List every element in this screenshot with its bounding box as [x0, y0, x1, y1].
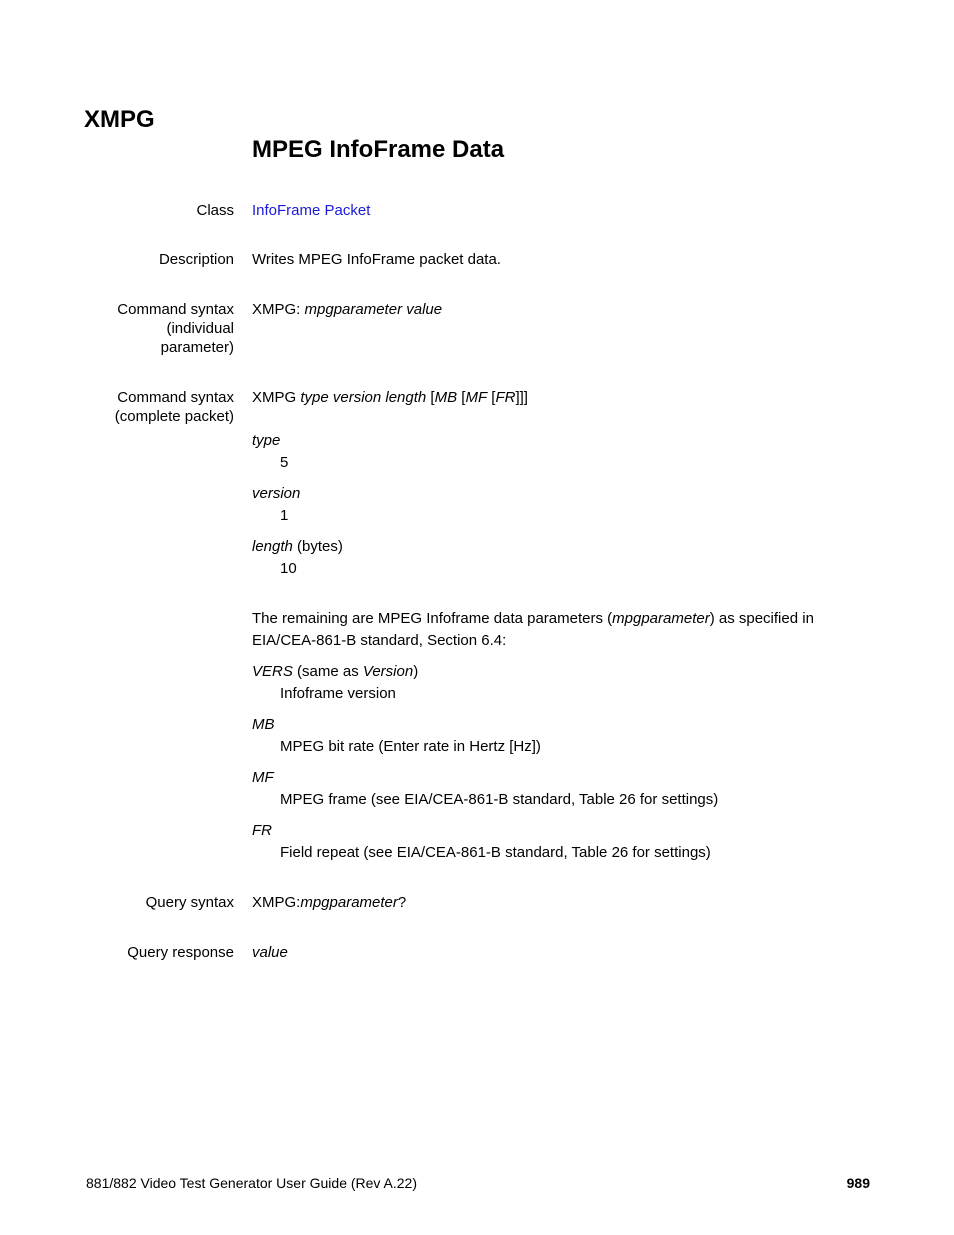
- remaining-em: mpgparameter: [612, 610, 710, 627]
- param-type-value: 5: [280, 454, 289, 471]
- mpg-param-mb-desc: MPEG bit rate (Enter rate in Hertz [Hz]): [280, 738, 541, 755]
- class-label: Class: [196, 202, 234, 219]
- remaining-line-2: EIA/CEA-861-B standard, Section 6.4:: [252, 632, 507, 649]
- mpg-param-vers-alias: Version: [362, 663, 414, 680]
- class-link[interactable]: InfoFrame Packet: [252, 202, 371, 219]
- query-param: mpgparameter: [300, 894, 398, 911]
- param-length-term: length: [252, 538, 293, 555]
- query-syntax-text: [252, 893, 406, 912]
- bracket: ]]]: [515, 389, 528, 406]
- param-length-name: [252, 537, 343, 556]
- cmd-args: type version length: [300, 389, 427, 406]
- param-length-unit: (bytes): [292, 538, 343, 555]
- mpg-param-vers-end: ): [413, 663, 419, 680]
- remaining-text: ) as specified in: [709, 610, 814, 627]
- remaining-line-1: [252, 609, 814, 628]
- cmd-individual-label-line: Command syntax: [117, 301, 234, 318]
- param-type-name: type: [252, 432, 281, 449]
- cmd-individual-label: [117, 300, 234, 357]
- mpg-param-vers: [252, 662, 418, 681]
- cmd-complete-label: [115, 388, 234, 426]
- query-suffix: ?: [397, 894, 407, 911]
- param-length-value: 10: [280, 560, 297, 577]
- cmd-complete-syntax: [252, 388, 528, 407]
- bracket: [: [487, 389, 496, 406]
- bracket: [: [426, 389, 435, 406]
- mpg-param-mf-name: MF: [252, 769, 274, 786]
- mpg-param-vers-mid: (same as: [292, 663, 363, 680]
- param-version-value: 1: [280, 507, 289, 524]
- description-label: Description: [158, 251, 234, 268]
- cmd-complete-label-line: (complete packet): [114, 408, 234, 425]
- cmd-arg-fr: FR: [495, 389, 516, 406]
- mpg-param-vers-desc: Infoframe version: [280, 685, 396, 702]
- query-response-label: Query response: [127, 944, 234, 961]
- query-prefix: XMPG:: [252, 894, 301, 911]
- cmd-prefix: XMPG:: [252, 301, 305, 318]
- mpg-param-fr-desc: Field repeat (see EIA/CEA-861-B standard, Table 26 for settings): [280, 844, 711, 861]
- param-version-name: version: [252, 485, 301, 502]
- mpg-param-mb-name: MB: [252, 716, 275, 733]
- cmd-args: mpgparameter value: [304, 301, 443, 318]
- cmd-complete-label-line: Command syntax: [117, 389, 234, 406]
- mpg-param-vers-name: VERS: [252, 663, 293, 680]
- page-number: 989: [846, 1175, 870, 1191]
- bracket: [: [457, 389, 466, 406]
- footer-doc-title: 881/882 Video Test Generator User Guide (Rev A.22): [86, 1175, 418, 1191]
- remaining-text: The remaining are MPEG Infoframe data parameters (: [252, 610, 613, 627]
- cmd-arg-mb: MB: [434, 389, 458, 406]
- cmd-individual-label-line: parameter): [160, 339, 234, 356]
- cmd-individual-syntax: [252, 300, 442, 319]
- command-name: XMPG: [84, 106, 155, 133]
- cmd-prefix: XMPG: [252, 389, 301, 406]
- page-title: MPEG InfoFrame Data: [252, 136, 505, 163]
- cmd-arg-mf: MF: [465, 389, 488, 406]
- mpg-param-fr-name: FR: [252, 822, 272, 839]
- cmd-individual-label-line: (individual: [166, 320, 234, 337]
- query-syntax-label: Query syntax: [145, 894, 234, 911]
- query-response-value: value: [252, 944, 288, 961]
- mpg-param-mf-desc: MPEG frame (see EIA/CEA-861-B standard, Table 26 for settings): [280, 791, 719, 808]
- description-text: Writes MPEG InfoFrame packet data.: [252, 251, 501, 268]
